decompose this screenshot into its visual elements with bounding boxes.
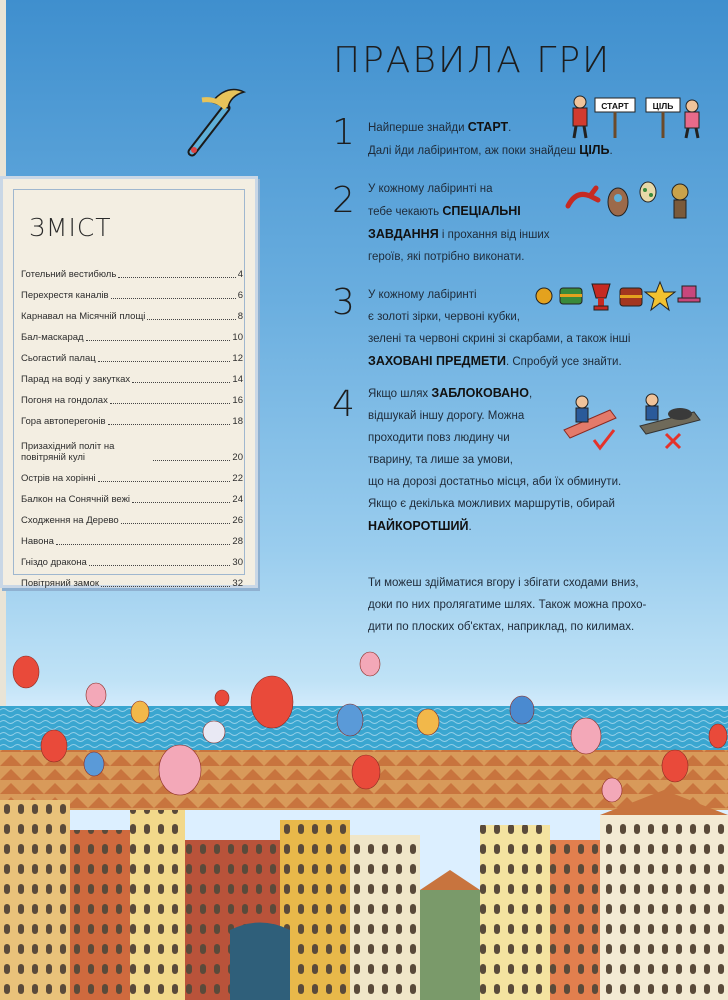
toc-item[interactable]: Погоня на гондолах 16 xyxy=(21,395,243,406)
toc-item[interactable]: Бал-маскарад 10 xyxy=(21,332,243,343)
rules-title: ПРАВИЛА ГРИ xyxy=(333,40,612,81)
rule-text: Якщо шлях ЗАБЛОКОВАНО, відшукай іншу дорогу. Можна проходити повз людину чи тварину, та лише за умови, що на дорозі достатньо місця, аби їх обминути. Якщо є декілька можливих маршрутів, обирай НАЙКОРОТШИЙ. xyxy=(368,386,622,533)
toc-item[interactable]: Гора автоперегонів 18 xyxy=(21,416,243,427)
start-goal-signs-icon xyxy=(568,92,708,142)
svg-text:ЦІЛЬ: ЦІЛЬ xyxy=(652,101,674,111)
hidden-items-icon xyxy=(532,278,702,314)
flying-creature-icon xyxy=(172,82,252,162)
table-of-contents-card xyxy=(0,176,258,588)
rule-number: 3 xyxy=(332,282,355,323)
rule-number: 2 xyxy=(332,180,355,221)
rule-text: У кожному лабіринті на тебе чекають СПЕЦІАЛЬНІ ЗАВДАННЯ і прохання від інших героїв, які потрібно виконати. xyxy=(368,183,550,263)
toc-item[interactable]: Гніздо дракона 30 xyxy=(21,557,243,568)
toc-item[interactable]: Карнавал на Місячній площі 8 xyxy=(21,311,243,322)
rule-number: 4 xyxy=(332,384,355,425)
blocked-path-example-icon xyxy=(636,390,706,452)
movement-note: Ти можеш здійматися вгору і збігати сходами вниз, доки по них пролягатиме шлях. Також можна прохо- дити по плоских об'єктах, наприклад, по килимах. xyxy=(368,577,647,633)
toc-item[interactable]: Готельний вестибюль 4 xyxy=(21,269,243,280)
toc-item[interactable]: Балкон на Сонячній вежі 24 xyxy=(21,494,243,505)
task-items-icon xyxy=(562,176,712,224)
toc-item[interactable]: Навона 28 xyxy=(21,536,243,547)
toc-title: ЗМІСТ xyxy=(29,213,112,242)
rule-text: У кожному лабіринті є золоті зірки, червоні кубки, зелені та червоні скрині зі скарбами, а також інші ЗАХОВАНІ ПРЕДМЕТИ. Спробуй усе знайти. xyxy=(368,289,631,368)
toc-item[interactable]: Сьогастий палац 12 xyxy=(21,353,243,364)
rule-number: 1 xyxy=(332,112,355,153)
svg-text:СТАРТ: СТАРТ xyxy=(601,101,629,111)
toc-item[interactable]: Повітряний замок 32 xyxy=(21,578,243,589)
toc-item[interactable]: Парад на воді у закутках 14 xyxy=(21,374,243,385)
toc-list xyxy=(21,259,243,589)
city-balloons-illustration xyxy=(0,640,728,1000)
toc-item[interactable]: Призахідний політ на повітряній кулі 20 xyxy=(21,441,243,463)
rule-text: Найперше знайди СТАРТ. Далі йди лабіринтом, аж поки знайдеш ЦІЛЬ. xyxy=(368,120,613,157)
toc-item[interactable]: Перехрестя каналів 6 xyxy=(21,290,243,301)
toc-item[interactable]: Острів на хорінні 22 xyxy=(21,473,243,484)
allowed-path-example-icon xyxy=(560,390,620,452)
toc-item[interactable]: Сходження на Дерево 26 xyxy=(21,515,243,526)
